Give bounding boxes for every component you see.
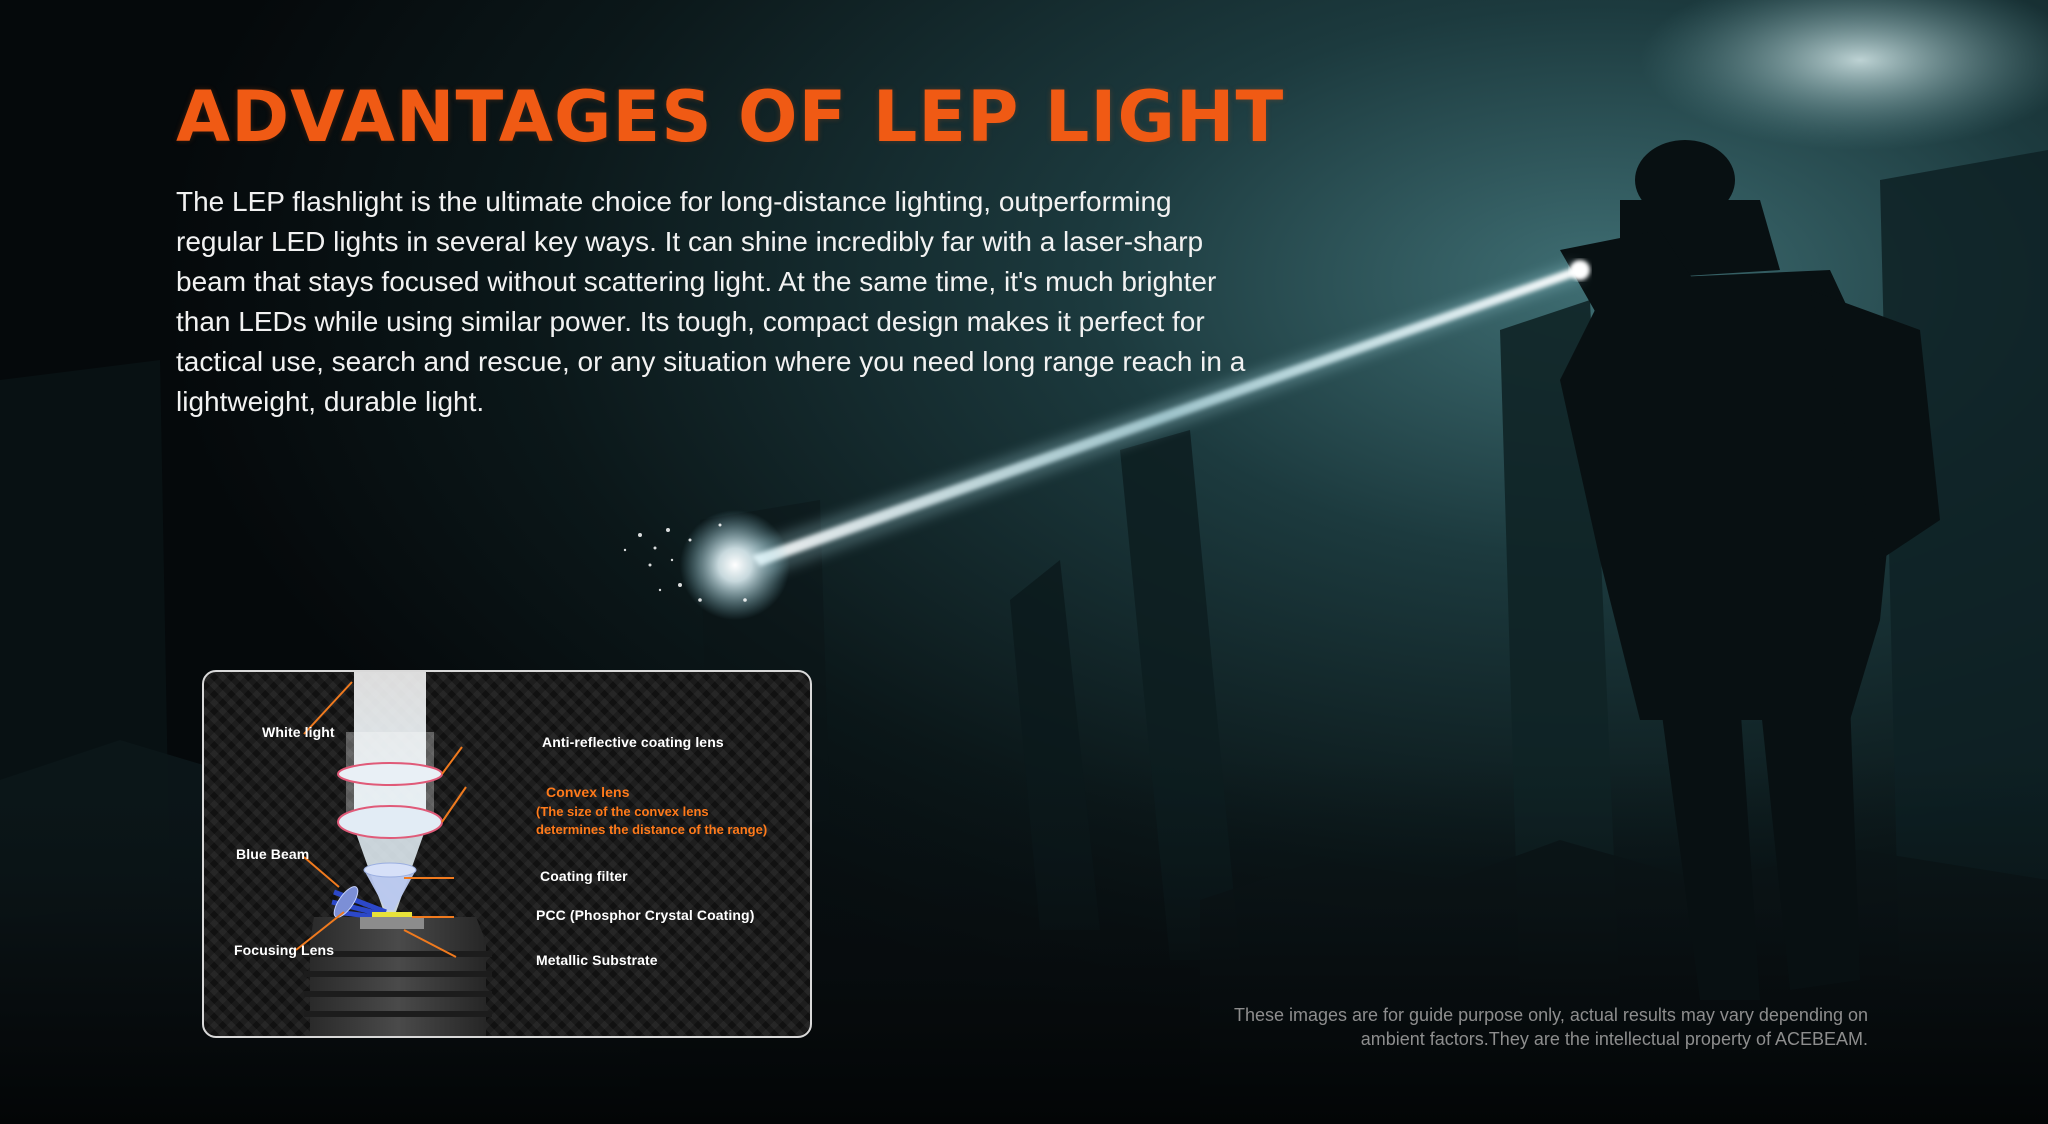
label-white-light: White light <box>262 724 335 740</box>
label-convex-lens: Convex lens <box>546 784 630 800</box>
label-focusing-lens: Focusing Lens <box>234 942 335 958</box>
anti-reflective-lens <box>338 763 442 785</box>
pcc-layer <box>372 912 412 917</box>
convex-note-line1: (The size of the convex lens <box>536 804 709 819</box>
convex-lens <box>338 806 442 838</box>
label-blue-beam: Blue Beam <box>236 846 310 862</box>
label-anti-reflective: Anti-reflective coating lens <box>542 734 724 750</box>
page-title: ADVANTAGES OF LEP LIGHT <box>176 76 1285 158</box>
disclaimer-line-2: ambient factors.They are the intellectual property of ACEBEAM. <box>1360 1029 1868 1049</box>
label-metallic-substrate: Metallic Substrate <box>536 952 658 968</box>
intro-paragraph: The LEP flashlight is the ultimate choice for long-distance lighting, outperforming regular LED lights in several key ways. It can shine incredibly far with a laser-sharp beam that stays focused without scattering light. At the same time, it's much brighter than LEDs while using similar power. Its tough, compact design makes it perfect for tactical use, search and rescue, or any situation where you need long range reach in a lightweight, durable light. <box>176 186 1246 417</box>
disclaimer <box>1234 1003 1868 1051</box>
disclaimer-line-1: These images are for guide purpose only, actual results may vary depending on <box>1233 1005 1868 1025</box>
lep-diagram-panel <box>202 670 812 1038</box>
label-pcc: PCC (Phosphor Crystal Coating) <box>536 907 755 923</box>
label-coating-filter: Coating filter <box>540 868 628 884</box>
convex-note-line2: determines the distance of the range) <box>536 822 768 837</box>
metallic-substrate <box>360 917 424 929</box>
